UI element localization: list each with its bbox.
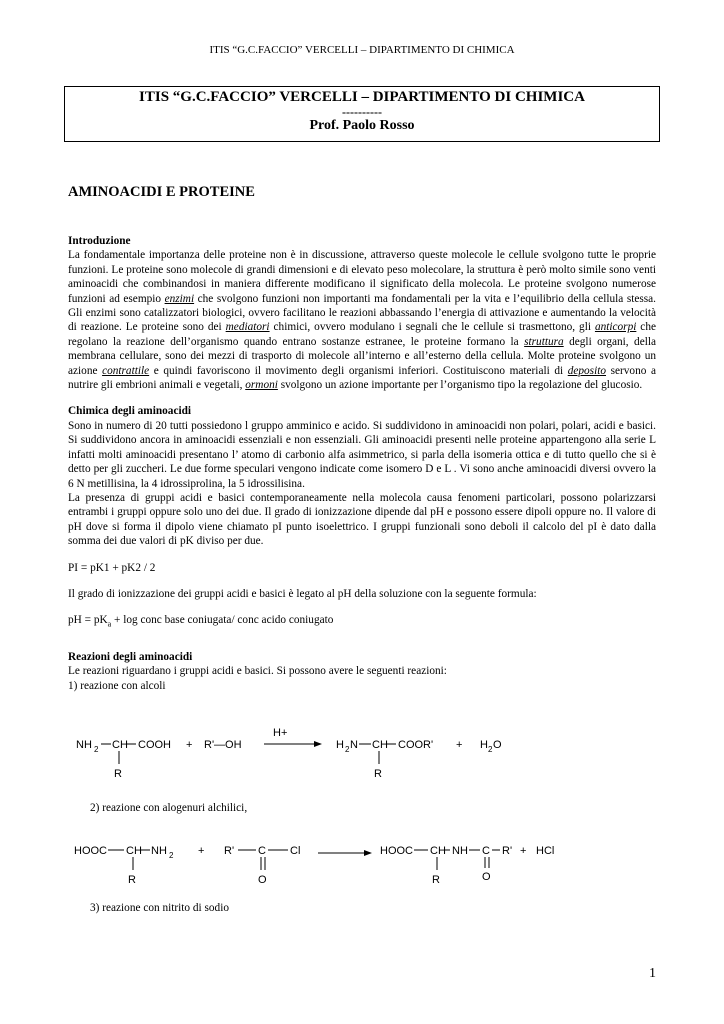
chimica-paragraph-1: Sono in numero di 20 tutti possiedono l gruppo amminico e acido. Si suddividono in aminoacidi non polari, polari, acidi e basici. Si suddividono ancora in aminoacidi essenziali e non essenziali. Gli aminoacidi presenti nelle proteine appartengono alla serie L infatti molti aminoacidi presentano l’ atomo di carbonio alfa asimmetrico, si parla della isomeria ottica e di tutto quello che si è detto per gli zuccheri. Le due forme speculari vengono indicate come isomero D e L . Vi sono anche aminoacidi diversi ovvero la 6 N metillisina, la 4 idrossiprolina, la 5 idrossilisina.: [68, 419, 656, 490]
title-line-2: ----------: [342, 105, 382, 119]
keyword-ormoni: ormoni: [245, 379, 278, 392]
svg-text:+: +: [198, 845, 205, 857]
s1-ester: COOR': [398, 739, 434, 751]
keyword-struttura: struttura: [524, 335, 564, 348]
svg-text:C: C: [258, 845, 266, 857]
svg-text:R: R: [128, 874, 136, 886]
svg-text:2: 2: [345, 745, 350, 754]
svg-text:2: 2: [169, 851, 174, 860]
keyword-mediatori: mediatori: [225, 321, 270, 334]
chimica-heading: Chimica degli aminoacidi: [68, 405, 192, 418]
intro-paragraph: La fondamentale importanza delle proteine non è in discussione, attraverso queste molecole le cellule svolgono tutte le proprie funzioni. Le proteine sono molecole di grandi dimensioni e di elevato peso molecolare, la struttura è però molto simile sono venti aminoacidi che combinandosi in maniera differente modificano il significato della molecola. Le proteine svolgono numerose funzioni ad esempio enzimi che svolgono funzioni non importanti ma fondamentali per la vita e l’equilibrio della cellula stessa. Gli enzimi sono catalizzatori biologici, ovvero facilitano le reazioni abbassando l’energia di attivazione e aumentando la velocità di reazione. Le proteine sono dei mediatori chimici, ovvero modulano i segnali che le cellule si trasmettono, gli anticorpi che regolano la reazione dell’organismo quando entrano sostanze estranee, le proteine formano la struttura degli organi, della membrana cellulare, sono dei mezzi di trasporto di molecole all’interno e all’esterno della cellula. Molte proteine svolgono un azione contrattile e quindi favoriscono il movimento degli organismi inferiori. Costituiscono materiali di deposito servono a nutrire gli embrioni animali e vegetali, ormoni svolgono un azione importante per l’organismo tipo la regolazione del glucosio.: [68, 249, 657, 392]
chimica-paragraph-3: Il grado di ionizzazione dei gruppi acidi e basici è legato al pH della soluzione con la seguente formula:: [68, 587, 537, 600]
svg-text:NH: NH: [151, 845, 167, 857]
s1-ch: CH: [112, 739, 128, 751]
document-title: AMINOACIDI E PROTEINE: [68, 184, 255, 200]
svg-text:C: C: [482, 845, 490, 857]
svg-text:CH: CH: [126, 845, 142, 857]
title-author: Prof. Paolo Rosso: [309, 118, 415, 133]
reazioni-heading: Reazioni degli aminoacidi: [68, 651, 193, 663]
s1-cooh: COOH: [138, 739, 171, 751]
intro-heading: Introduzione: [68, 235, 131, 247]
svg-text:2: 2: [488, 745, 493, 754]
svg-text:N: N: [350, 739, 358, 751]
chimica-paragraph-2: La presenza di gruppi acidi e basici contemporaneamente nella molecola causa fenomeni particolari, possono polarizzarsi entrambi i gruppi oppure solo uno dei due. Il grado di ionizzazione dipende dal pH e possono essere dipoli oppure no. Il valore di pH dove si forma il dipolo viene chiamato pI punto isoelettrico. I gruppi funzionali sono deboli il calcolo del pI è dato dalla somma dei due valori di pK diviso per due.: [68, 491, 656, 548]
svg-text:HOOC: HOOC: [74, 845, 107, 857]
svg-text:2: 2: [94, 745, 99, 754]
svg-text:HOOC: HOOC: [380, 845, 413, 857]
s1-plus: +: [186, 739, 193, 751]
formula-pi: PI = pK1 + pK2 / 2: [68, 561, 156, 574]
page-number: 1: [649, 966, 656, 981]
list-item-alogenuri: 2) reazione con alogenuri alchilici,: [90, 802, 248, 814]
s1-r: R: [114, 768, 122, 780]
svg-text:H: H: [336, 739, 344, 751]
s1-ch-product: CH: [372, 739, 388, 751]
document-body: [68, 234, 656, 693]
s1-catalyst: H+: [273, 727, 288, 739]
reazioni-intro: Le reazioni riguardano i gruppi acidi e basici. Si possono avere le seguenti reazioni:: [68, 665, 447, 678]
svg-text:+: +: [456, 739, 463, 751]
keyword-enzimi: enzimi: [164, 292, 195, 305]
keyword-anticorpi: anticorpi: [594, 321, 637, 334]
title-box: [64, 86, 660, 142]
svg-text:HCl: HCl: [536, 845, 555, 857]
svg-text:R: R: [432, 874, 440, 886]
keyword-contrattile: contrattile: [102, 364, 150, 377]
list-item-nitrito: 3) reazione con nitrito di sodio: [90, 902, 229, 914]
svg-text:R': R': [224, 845, 235, 857]
svg-text:CH: CH: [430, 845, 446, 857]
formula-ph: pH = $pK_a + \log$ conc base coniugata/ conc acido coniugato: [68, 614, 334, 629]
s1-nh: NH: [76, 739, 92, 751]
reaction-scheme-alogenuri: [68, 830, 588, 892]
s1-alcohol: R'—OH: [204, 739, 242, 751]
svg-text:O: O: [493, 739, 502, 751]
svg-text:+: +: [520, 845, 527, 857]
svg-text:R: R: [374, 768, 382, 780]
svg-text:O: O: [258, 874, 267, 886]
title-line-1: ITIS “G.C.FACCIO” VERCELLI – DIPARTIMENTO DI CHIMICA: [139, 89, 585, 105]
keyword-deposito: deposito: [567, 364, 607, 377]
running-head: ITIS “G.C.FACCIO” VERCELLI – DIPARTIMENTO DI CHIMICA: [209, 44, 515, 56]
svg-text:NH: NH: [452, 845, 468, 857]
list-item-alcoli: 1) reazione con alcoli: [68, 679, 166, 692]
reaction-scheme-alcoli: [68, 722, 568, 784]
svg-text:Cl: Cl: [290, 845, 301, 857]
svg-text:O: O: [482, 871, 491, 883]
svg-text:R': R': [502, 845, 513, 857]
svg-text:H: H: [480, 739, 488, 751]
